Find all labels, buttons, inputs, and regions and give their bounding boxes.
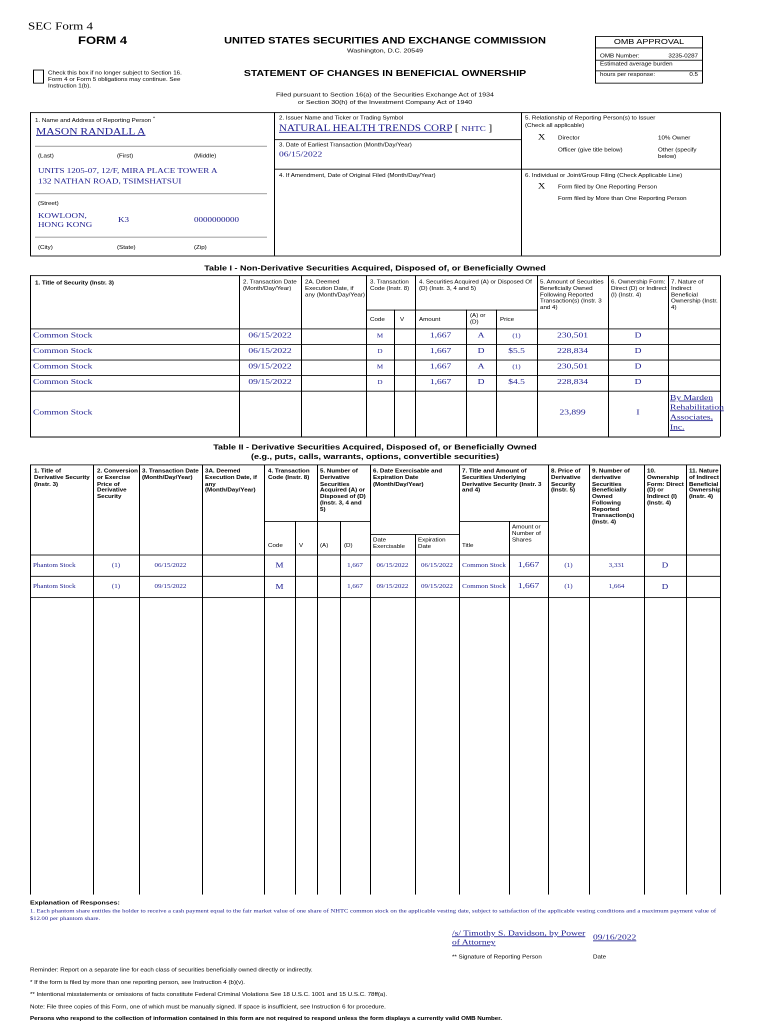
t2-h8: 8. Price of Derivative Security (Instr. 5) [551, 468, 581, 494]
t2-h9: 9. Number of derivative Securities Beneficially Owned Following Reported Transaction(s) (Instr. 4) [592, 468, 635, 526]
t1-row-ad: A [477, 362, 485, 371]
t1-row-amount [415, 391, 466, 437]
city-value: KOWLOON, HONG KONG [38, 211, 93, 229]
t1-row-code: M [376, 332, 384, 340]
t1-row-price: (1) [512, 332, 521, 340]
t1-row-nature [670, 344, 720, 360]
table1-title: Table I - Non-Derivative Securities Acquired, Disposed of, or Beneficially Owned [204, 263, 546, 272]
t2-row-title: Phantom Stock [33, 561, 76, 569]
filed-pursuant-line2: or Section 30(h) of the Investment Company Act of 1940 [297, 99, 473, 106]
t1-row-code [366, 391, 394, 437]
t1-row-price [496, 391, 537, 437]
box4-label: 4. If Amendment, Date of Original Filed (Month/Day/Year) [279, 172, 436, 179]
t1-row-ad: D [477, 346, 485, 356]
city-label: (City) [38, 244, 53, 251]
box5-sublabel: (Check all applicable) [525, 122, 585, 129]
footer-star2: ** Intentional misstatements or omissions of facts constitute Federal Criminal Violations See 18 U.S.C. 1001 and 15 U.S.C. 78ff(a). [30, 992, 388, 998]
middle-label: (Middle) [194, 153, 217, 159]
omb-number-label: OMB Number: [600, 53, 640, 59]
street-label: (Street) [38, 200, 59, 207]
t1-row-title: Common Stock [33, 408, 93, 418]
t1-row-form: D [634, 378, 642, 387]
one-person-label: Form filed by One Reporting Person [558, 184, 658, 191]
explanation-note1: 1. Each phantom share entitles the holder to receive a cash payment equal to the fair market value of one share of NHTC common stock on the applicable vesting date, subject to satisfaction of the applicable vesting conditions and a maximum payment value of $12.00 per phantom share. [30, 908, 717, 922]
t1-row-owned: 23,899 [559, 408, 586, 418]
t1-row-amount: 1,667 [429, 346, 452, 356]
t2-h11: 11. Nature of Indirect Beneficial Ownership (Instr. 4) [689, 468, 721, 500]
box5-label: 5. Relationship of Reporting Person(s) to Issuer [525, 115, 656, 122]
t2-row-date: 09/15/2022 [154, 583, 187, 590]
t1-row-price: $5.5 [508, 346, 525, 356]
t2-row-owned: 1,664 [608, 583, 625, 590]
t1-h6: 6. Ownership Form: Direct (D) or Indirect (I) (Instr. 4) [611, 279, 667, 298]
t2-row-expiration: 06/15/2022 [421, 561, 453, 569]
omb-number-value: 3235-0287 [668, 53, 698, 59]
t2-h7: 7. Title and Amount of Securities Underlying Derivative Security (Instr. 3 and 4) [462, 468, 542, 494]
table2-subtitle: (e.g., puts, calls, warrants, options, convertible securities) [250, 452, 500, 461]
no-longer-subject-checkbox[interactable] [33, 70, 44, 84]
t1-row-date: 09/15/2022 [248, 378, 292, 387]
t2-title-col: Title [462, 543, 474, 549]
t2-row-form: D [661, 582, 669, 591]
t1-h1: 1. Title of Security (Instr. 3) [35, 280, 114, 286]
omb-burden-label: Estimated average burden [600, 61, 673, 68]
t2-row-shares: 1,667 [517, 560, 540, 569]
footer-star1: * If the form is filed by more than one reporting person, see Instruction 4 (b)(v). [30, 979, 245, 986]
ticker-symbol[interactable]: NHTC [461, 124, 486, 133]
t1-row-price: $4.5 [508, 378, 525, 387]
t2-h3: 3. Transaction Date (Month/Day/Year) [142, 468, 199, 481]
t2-code: Code [268, 543, 283, 549]
t1-row-title: Common Stock [33, 346, 93, 356]
t1-row-date: 06/15/2022 [248, 331, 292, 340]
t1-row-form: D [634, 331, 642, 340]
state-label: (State) [117, 244, 136, 251]
t2-row-price: (1) [564, 561, 573, 569]
box6-label: 6. Individual or Joint/Group Filing (Check Applicable Line) [525, 172, 683, 179]
t2-row-exercisable: 06/15/2022 [376, 561, 409, 569]
t2-a: (A) [320, 543, 329, 549]
t2-row-shares: 1,667 [517, 582, 540, 591]
t1-row-code: D [377, 379, 383, 386]
t1-row-form: D [634, 362, 642, 371]
sec-form-label: SEC Form 4 [28, 19, 94, 32]
t1-h3: 3. Transaction Code (Instr. 8) [370, 279, 410, 292]
t1-row-title: Common Stock [33, 331, 93, 340]
t1-row-nature [670, 360, 720, 376]
t1-row-amount: 1,667 [429, 378, 452, 387]
signature-label: ** Signature of Reporting Person [452, 954, 542, 961]
t1-row-price: (1) [512, 363, 521, 371]
t2-row-under_title: Common Stock [462, 583, 506, 590]
footer-note: Note: File three copies of this Form, one of which must be manually signed. If space is insufficient, see Instruction 6 for procedure. [30, 1004, 386, 1011]
other-label: Other (specify below) [658, 147, 697, 160]
filed-pursuant-line1: Filed pursuant to Section 16(a) of the Securities Exchange Act of 1934 [276, 92, 494, 99]
more-persons-label: Form filed by More than One Reporting Person [558, 195, 687, 202]
t2-row-code: M [275, 561, 284, 570]
t2-h10: 10. Ownership Form: Direct (D) or Indirect (I) (Instr. 4) [647, 468, 684, 507]
t1-row-date [239, 391, 301, 437]
one-person-mark[interactable]: X [538, 181, 546, 191]
earliest-transaction-date: 06/15/2022 [279, 150, 323, 159]
director-label: Director [558, 135, 580, 141]
checkbox-instruction: Check this box if no longer subject to Section 16. Form 4 or Form 5 obligations may continue. See Instruction 1(b). [48, 70, 182, 89]
t2-amount-col: Amount or Number of Shares [512, 524, 541, 543]
t1-v: V [400, 317, 405, 323]
t2-row-conv: (1) [111, 583, 121, 590]
t1-code: Code [370, 317, 385, 323]
t2-h2: 2. Conversion or Exercise Price of Derivative Security [97, 468, 138, 500]
box2-label: 2. Issuer Name and Ticker or Trading Symbol [279, 115, 404, 122]
signature-date: 09/16/2022 [593, 933, 637, 943]
director-mark[interactable]: X [538, 132, 546, 142]
t2-h6: 6. Date Exercisable and Expiration Date (Month/Day/Year) [373, 468, 443, 488]
first-label: (First) [117, 153, 134, 159]
t1-row-owned: 228,834 [557, 378, 588, 387]
table2-title: Table II - Derivative Securities Acquired, Disposed of, or Beneficially Owned [213, 443, 537, 452]
t2-h1: 1. Title of Derivative Security (Instr. 3) [34, 468, 90, 488]
t2-row-d: 1,667 [347, 583, 363, 590]
t2-h4: 4. Transaction Code (Instr. 8) [268, 468, 310, 481]
form-title: FORM 4 [78, 34, 128, 47]
t1-row-title: Common Stock [33, 378, 93, 387]
t1-price: Price [500, 317, 515, 323]
t1-row-ad [466, 391, 496, 437]
t1-h4: 4. Securities Acquired (A) or Disposed Of (D) (Instr. 3, 4 and 5) [419, 279, 532, 292]
t1-h2: 2. Transaction Date (Month/Day/Year) [243, 279, 297, 292]
t2-v: V [299, 543, 304, 549]
t2-row-expiration: 09/15/2022 [421, 583, 453, 590]
officer-label: Officer (give title below) [558, 147, 623, 154]
t2-row-title: Phantom Stock [33, 583, 76, 590]
t1-h5: 5. Amount of Securities Beneficially Owned Following Reported Transaction(s) (Instr. 3 and 4) [540, 279, 604, 311]
address-line1: UNITS 1205-07, 12/F, MIRA PLACE TOWER A [38, 166, 218, 175]
t2-row-price: (1) [564, 583, 573, 590]
explanation-title: Explanation of Responses: [30, 900, 120, 907]
state-value: K3 [118, 215, 129, 224]
t1-row-owned: 230,501 [557, 331, 588, 340]
omb-title: OMB APPROVAL [596, 37, 702, 48]
t2-row-form: D [661, 561, 669, 570]
commission-title: UNITED STATES SECURITIES AND EXCHANGE COMMISSION [224, 36, 546, 46]
address-line2: 132 NATHAN ROAD, TSIMSHATSUI [38, 176, 182, 186]
signature-name: /s/ Timothy S. Davidson, by Power of Attorney [452, 929, 586, 948]
zip-label: (Zip) [194, 244, 207, 251]
commission-location: Washington, D.C. 20549 [346, 48, 423, 55]
t1-row-owned: 230,501 [557, 362, 588, 371]
t2-d: (D) [344, 543, 353, 549]
t2-row-under_title: Common Stock [462, 561, 506, 569]
t1-row-title: Common Stock [33, 362, 93, 371]
t1-amount: Amount [419, 317, 441, 323]
box3-label: 3. Date of Earliest Transaction (Month/Day/Year) [279, 142, 412, 149]
t2-row-d: 1,667 [347, 561, 363, 569]
t2-row-date: 06/15/2022 [154, 561, 187, 569]
t2-row-code: M [275, 582, 284, 591]
footer-reminder: Reminder: Report on a separate line for each class of securities beneficially owned directly or indirectly. [30, 967, 313, 974]
t2-date-ex: Date Exercisable [373, 537, 405, 550]
zip-value: 0000000000 [194, 215, 239, 224]
t1-aord: (A) or (D) [470, 312, 486, 326]
t1-row-date: 09/15/2022 [248, 362, 292, 371]
t1-row-nature: By Marden Rehabilitation Associates, Inc. [670, 394, 724, 432]
t1-row-code: D [377, 348, 383, 355]
t2-h5: 5. Number of Derivative Securities Acquired (A) or Disposed of (D) (Instr. 3, 4 and 5) [320, 468, 366, 513]
t2-h3a: 3A. Deemed Execution Date, if any (Month/Day/Year) [205, 468, 257, 494]
t2-row-owned: 3,331 [608, 561, 625, 569]
t1-row-nature [670, 375, 720, 391]
last-label: (Last) [38, 153, 54, 159]
ten-pct-owner-label: 10% Owner [658, 135, 691, 141]
t1-h7: 7. Nature of Indirect Beneficial Ownership (Instr. 4) [671, 279, 718, 311]
t1-row-amount: 1,667 [429, 331, 452, 340]
reporting-person-name[interactable]: MASON RANDALL A [36, 126, 146, 137]
t1-row-date: 06/15/2022 [248, 346, 292, 356]
t1-row-ad: A [477, 331, 485, 340]
omb-hours-value: 0.5 [689, 72, 698, 78]
t1-row-owned: 228,834 [557, 346, 588, 356]
box1-label: 1. Name and Address of Reporting Person * [35, 116, 156, 124]
t1-row-nature [670, 328, 720, 344]
t1-row-code: M [376, 363, 384, 371]
t1-h2a: 2A. Deemed Execution Date, if any (Month/Day/Year) [305, 279, 365, 298]
omb-hours-label: hours per response: [600, 72, 656, 78]
signature-date-label: Date [593, 954, 607, 961]
issuer-name-ticker[interactable]: NATURAL HEALTH TRENDS CORP [ NHTC ] [279, 123, 493, 134]
issuer-name[interactable]: NATURAL HEALTH TRENDS CORP [279, 123, 453, 134]
t1-row-ad: D [477, 378, 485, 387]
statement-title: STATEMENT OF CHANGES IN BENEFICIAL OWNERSHIP [243, 68, 527, 79]
t1-row-amount: 1,667 [429, 362, 452, 371]
t2-row-exercisable: 09/15/2022 [376, 583, 409, 590]
t1-row-form: D [634, 346, 642, 356]
footer-persons: Persons who respond to the collection of information contained in this form are not required to respond unless the form displays a currently valid OMB Number. [30, 1015, 503, 1022]
t2-exp: Expiration Date [418, 537, 446, 550]
t1-row-form: I [636, 408, 640, 418]
t2-row-conv: (1) [111, 561, 121, 569]
